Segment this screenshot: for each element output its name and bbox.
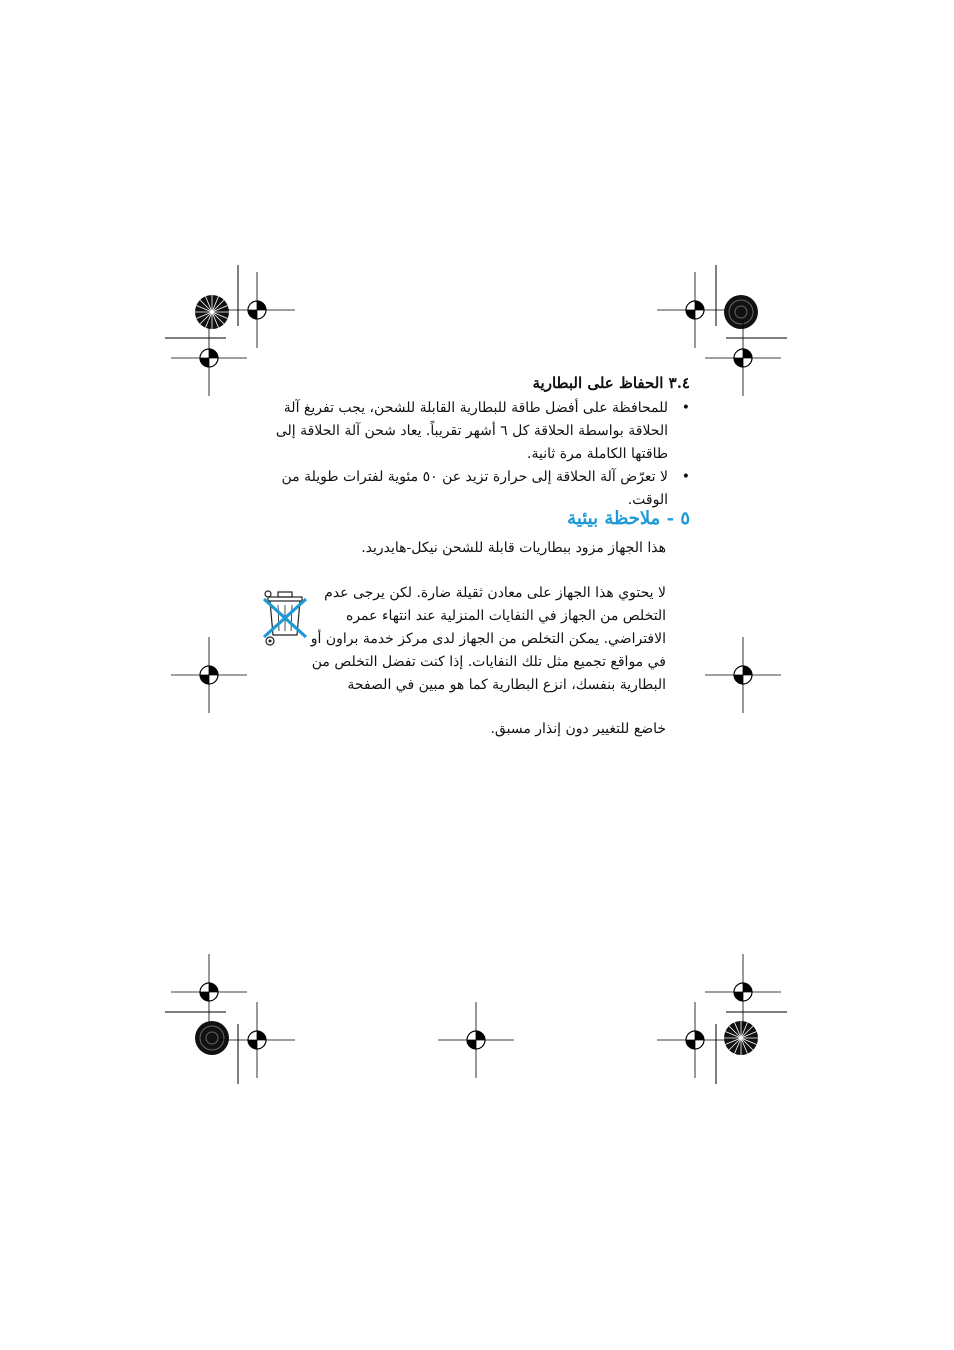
list-item: [272, 466, 690, 512]
battery-care-list: [272, 397, 690, 512]
bullet-text: لا تعرّض آلة الحلاقة إلى حرارة تزيد عن ٥٠ مئوية لفترات طويلة من الوقت.: [281, 469, 668, 508]
bullet-mark: •: [681, 400, 690, 416]
bullet-text: للمحافظة على أفضل طاقة للبطارية القابلة للشحن، يجب تفريغ آلة الحلاقة بواسطة الحلاقة كل ٦ أشهر تقريباً. يعاد شحن آلة الحلاقة إلى طاقتها الكاملة مرة ثانية.: [275, 400, 668, 462]
environment-section-title: ٥ - ملاحظة بيئية: [567, 508, 690, 529]
change-notice: خاضع للتغيير دون إنذار مسبق.: [490, 721, 666, 737]
crossed-out-wheelie-bin-icon: [262, 587, 308, 649]
environment-intro: هذا الجهاز مزود ببطاريات قابلة للشحن نيكل-هايدريد.: [361, 540, 666, 556]
bullet-mark: •: [681, 469, 690, 485]
list-item: [272, 397, 690, 466]
battery-section-title: ٣.٤ الحفاظ على البطارية: [532, 374, 690, 392]
disposal-instructions: لا يحتوي هذا الجهاز على معادن ثقيلة ضارة. لكن يرجى عدم التخلص من الجهاز في النفايات المنزلية عند انتهاء عمره الافتراضي. يمكن التخلص من الجهاز لدى مركز خدمة براون أو في مواقع تجميع مثل تلك النفايات. إذا كنت تفضل التخلص من البطارية بنفسك، انزع البطارية كما هو مبين في الصفحة: [310, 585, 666, 693]
